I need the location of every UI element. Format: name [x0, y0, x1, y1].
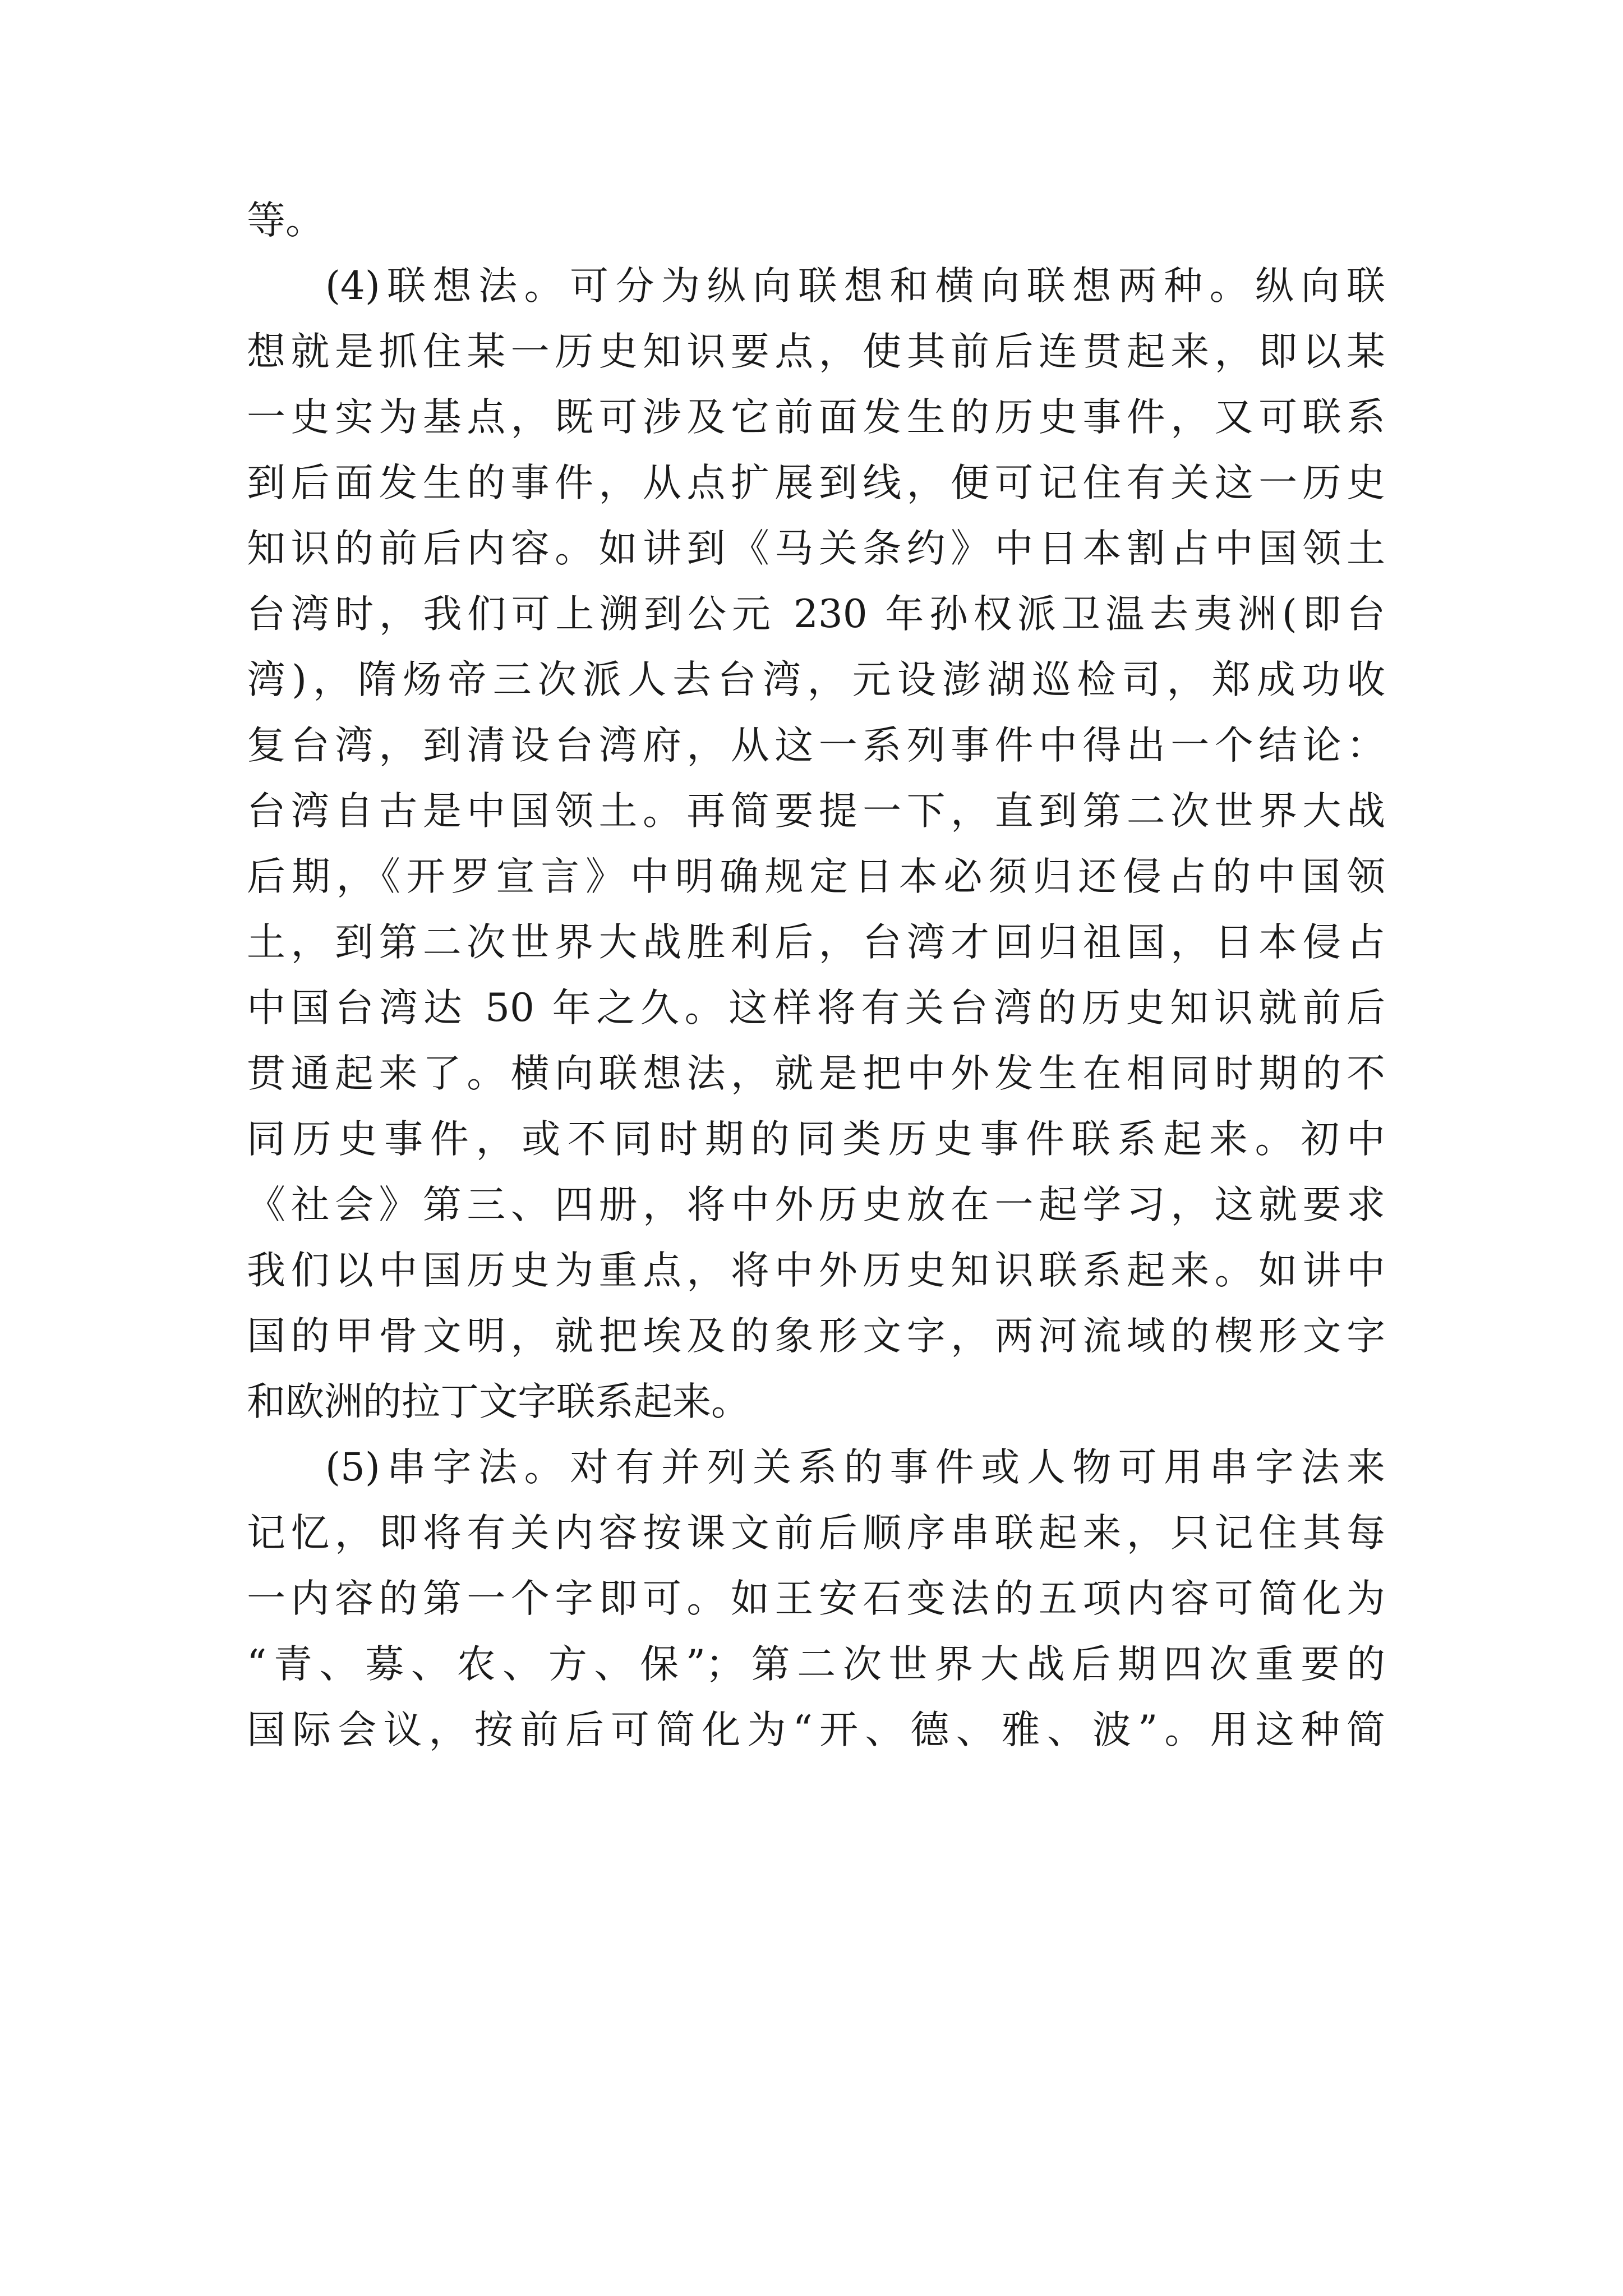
- text-line: 和欧洲的拉丁文字联系起来。: [247, 1379, 750, 1424]
- text-line: 湾)，隋炀帝三次派人去台湾，元设澎湖巡检司，郑成功收: [247, 657, 1385, 702]
- text-line: 国际会议，按前后可简化为“开、德、雅、波”。用这种简: [247, 1708, 1385, 1752]
- text-line: 一内容的第一个字即可。如王安石变法的五项内容可简化为: [247, 1576, 1385, 1621]
- text-line: 国的甲骨文明，就把埃及的象形文字，两河流域的楔形文字: [247, 1314, 1385, 1359]
- text-line: 想就是抓住某一历史知识要点，使其前后连贯起来，即以某: [247, 329, 1385, 374]
- paragraph-4-first-line: (4)联想法。可分为纵向联想和横向联想两种。纵向联: [325, 264, 1385, 309]
- text-line: 台湾自古是中国领土。再简要提一下，直到第二次世界大战: [247, 789, 1385, 834]
- text-line: 复台湾，到清设台湾府，从这一系列事件中得出一个结论：: [247, 723, 1385, 768]
- text-line: 贯通起来了。横向联想法，就是把中外发生在相同时期的不: [247, 1051, 1385, 1096]
- document-body: [247, 188, 1385, 1763]
- text-line: 后期，《开罗宣言》中明确规定日本必须归还侵占的中国领: [247, 854, 1385, 899]
- text-line: 到后面发生的事件，从点扩展到线，便可记住有关这一历史: [247, 461, 1385, 505]
- paragraph-5-first-line: (5)串字法。对有并列关系的事件或人物可用串字法来: [325, 1445, 1385, 1490]
- text-line: 一史实为基点，既可涉及它前面发生的历史事件，又可联系: [247, 395, 1385, 440]
- text-line: “青、募、农、方、保”；第二次世界大战后期四次重要的: [247, 1642, 1385, 1687]
- text-line: 《社会》第三、四册，将中外历史放在一起学习，这就要求: [247, 1182, 1385, 1227]
- text-line: 知识的前后内容。如讲到《马关条约》中日本割占中国领土: [247, 526, 1385, 571]
- text-line: 土，到第二次世界大战胜利后，台湾才回归祖国，日本侵占: [247, 920, 1385, 965]
- text-line: 我们以中国历史为重点，将中外历史知识联系起来。如讲中: [247, 1248, 1385, 1293]
- text-line: 等。: [247, 198, 324, 243]
- text-line: 台湾时，我们可上溯到公元 230 年孙权派卫温去夷洲(即台: [247, 592, 1385, 637]
- text-line: 记忆，即将有关内容按课文前后顺序串联起来，只记住其每: [247, 1511, 1385, 1556]
- text-line: 同历史事件，或不同时期的同类历史事件联系起来。初中: [247, 1117, 1385, 1162]
- text-line: 中国台湾达 50 年之久。这样将有关台湾的历史知识就前后: [247, 986, 1385, 1030]
